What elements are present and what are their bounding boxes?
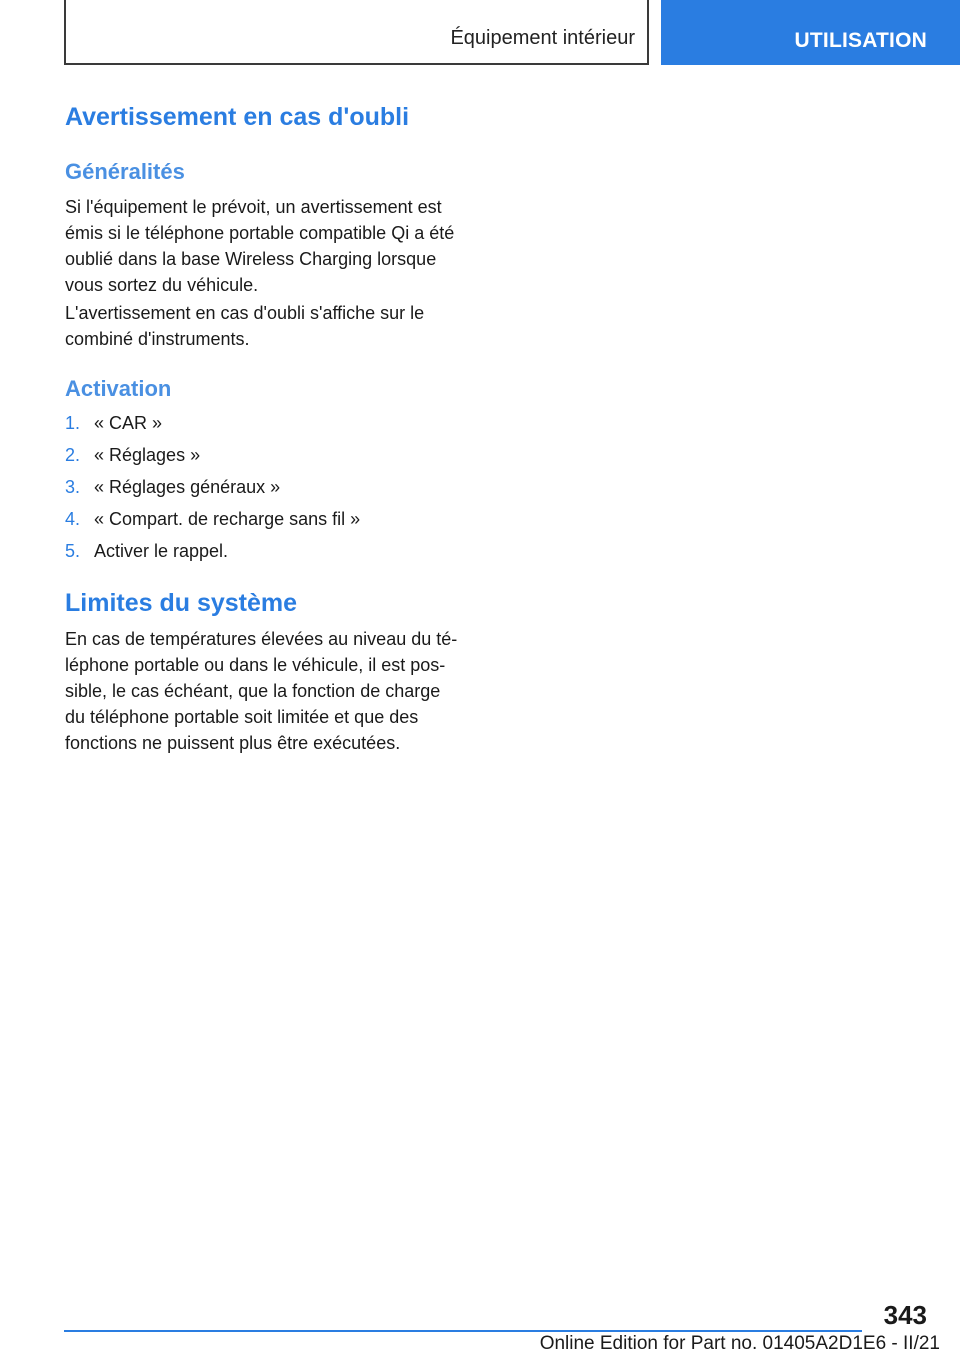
text-line: émis si le téléphone portable compatible Qi a été — [65, 223, 455, 243]
step-number: 2. — [65, 445, 81, 465]
step-number: 4. — [65, 509, 81, 529]
heading-generalites: Généralités — [65, 159, 185, 184]
text-line: fonctions ne puissent plus être exécutées. — [65, 733, 401, 753]
paragraph-generalites-1 — [65, 194, 485, 298]
text-line: vous sortez du véhicule. — [65, 275, 259, 295]
step-text: « CAR » — [94, 413, 163, 433]
text-line: L'avertissement en cas d'oubli s'affiche sur le — [65, 303, 425, 323]
step-text: « Réglages » — [94, 445, 201, 465]
step-text: « Réglages généraux » — [94, 477, 281, 497]
step-text: « Compart. de recharge sans fil » — [94, 509, 361, 529]
footer-divider — [64, 1330, 862, 1332]
text-line: du téléphone portable soit limitée et que des — [65, 707, 419, 727]
text-line: oublié dans la base Wireless Charging lorsque — [65, 249, 437, 269]
header-section-label: UTILISATION — [794, 29, 927, 52]
heading-activation: Activation — [65, 376, 172, 401]
footer-edition: Online Edition for Part no. 01405A2D1E6 - II/21 — [539, 1333, 940, 1354]
header-chapter-box — [64, 0, 649, 65]
text-line: combiné d'instruments. — [65, 329, 250, 349]
text-line: Si l'équipement le prévoit, un avertissement est — [65, 197, 442, 217]
step-number: 3. — [65, 477, 81, 497]
paragraph-generalites-2 — [65, 300, 485, 352]
step-number: 1. — [65, 413, 81, 433]
header-section-tab — [661, 0, 960, 65]
paragraph-limits — [65, 626, 485, 756]
heading-limits: Limites du système — [65, 589, 298, 617]
text-line: sible, le cas échéant, que la fonction de charge — [65, 681, 441, 701]
header-chapter-title: Équipement intérieur — [450, 27, 635, 49]
text-line: En cas de températures élevées au niveau du té- — [65, 629, 458, 649]
page-title: Avertissement en cas d'oubli — [65, 103, 410, 131]
text-line: léphone portable ou dans le véhicule, il est pos- — [65, 655, 446, 675]
step-text: Activer le rappel. — [94, 541, 229, 561]
page-number: 343 — [883, 1300, 927, 1330]
step-number: 5. — [65, 541, 81, 561]
